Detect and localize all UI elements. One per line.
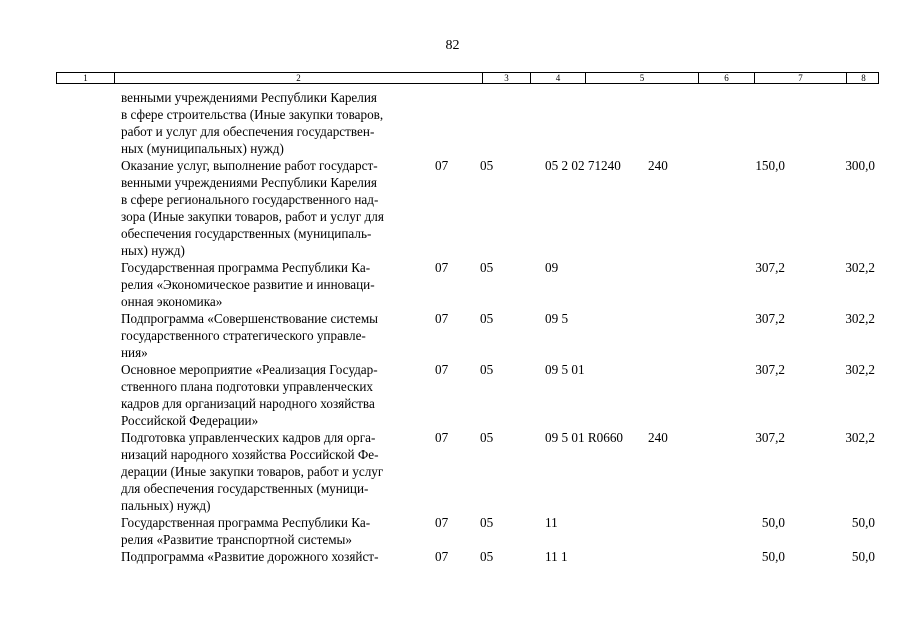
description-line: релия «Развитие транспортной системы» — [121, 532, 352, 547]
cell-c6: 240 — [648, 430, 668, 445]
cell-c4: 05 — [480, 430, 494, 445]
cell-c8: 302,2 — [845, 430, 875, 445]
header-col-4: 4 — [531, 73, 586, 83]
cell-c4: 05 — [480, 362, 494, 377]
table-row — [0, 548, 905, 565]
description-line: Оказание услуг, выполнение работ государст- — [121, 158, 378, 173]
description-line: Российской Федерации» — [121, 413, 259, 428]
description-line: Подготовка управленческих кадров для орга- — [121, 430, 376, 445]
description-line: пальных) нужд) — [121, 498, 211, 513]
header-col-2: 2 — [115, 73, 483, 83]
description-line: ных) нужд) — [121, 243, 185, 258]
cell-c5: 09 5 01 — [545, 362, 585, 377]
cell-c5: 09 5 — [545, 311, 569, 326]
table-row — [0, 361, 905, 429]
description-line: Основное мероприятие «Реализация Государ- — [121, 362, 378, 377]
header-col-1: 1 — [57, 73, 115, 83]
description-line: ственного плана подготовки управленческих — [121, 379, 374, 394]
table-row — [0, 514, 905, 548]
description-line: онная экономика» — [121, 294, 223, 309]
description-line: Подпрограмма «Развитие дорожного хозяйст- — [121, 549, 379, 564]
row-description — [121, 429, 426, 514]
cell-c3: 07 — [435, 158, 449, 173]
row-description — [121, 89, 426, 157]
cell-c5: 09 — [545, 260, 559, 275]
description-line: в сфере строительства (Иные закупки товаров, — [121, 107, 384, 122]
description-line: государственного стратегического управле- — [121, 328, 366, 343]
header-col-7: 7 — [755, 73, 847, 83]
cell-c7: 307,2 — [755, 362, 785, 377]
header-col-5: 5 — [586, 73, 699, 83]
table-row — [0, 429, 905, 514]
description-line: обеспечения государственных (муниципаль- — [121, 226, 372, 241]
cell-c7: 307,2 — [755, 260, 785, 275]
cell-c7: 50,0 — [761, 515, 785, 530]
cell-c8: 50,0 — [851, 515, 875, 530]
cell-c8: 300,0 — [845, 158, 875, 173]
header-col-3: 3 — [483, 73, 531, 83]
header-col-8: 8 — [861, 73, 866, 83]
cell-c3: 07 — [435, 515, 449, 530]
cell-c4: 05 — [480, 260, 494, 275]
description-line: венными учреждениями Республики Карелия — [121, 90, 377, 105]
cell-c3: 07 — [435, 549, 449, 564]
row-description — [121, 157, 426, 259]
cell-c8: 302,2 — [845, 260, 875, 275]
description-line: кадров для организаций народного хозяйства — [121, 396, 375, 411]
cell-c8: 50,0 — [851, 549, 875, 564]
cell-c7: 307,2 — [755, 311, 785, 326]
cell-c3: 07 — [435, 362, 449, 377]
table-row — [0, 310, 905, 361]
cell-c5: 11 1 — [545, 549, 568, 564]
description-line: Государственная программа Республики Ка- — [121, 260, 371, 275]
description-line: ных (муниципальных) нужд) — [121, 141, 284, 156]
cell-c3: 07 — [435, 260, 449, 275]
row-description — [121, 310, 426, 361]
description-line: в сфере регионального государственного над- — [121, 192, 379, 207]
cell-c4: 05 — [480, 311, 494, 326]
page-number: 82 — [445, 38, 460, 53]
table-row — [0, 89, 905, 157]
cell-c3: 07 — [435, 311, 449, 326]
cell-c6: 240 — [648, 158, 668, 173]
cell-c7: 150,0 — [755, 158, 785, 173]
header-col-6: 6 — [699, 73, 755, 83]
cell-c4: 05 — [480, 549, 494, 564]
description-line: Государственная программа Республики Ка- — [121, 515, 371, 530]
cell-c5: 09 5 01 R0660 — [545, 430, 624, 445]
description-line: дерации (Иные закупки товаров, работ и услуг — [121, 464, 384, 479]
row-description — [121, 259, 426, 310]
cell-c8: 302,2 — [845, 311, 875, 326]
description-line: ния» — [121, 345, 148, 360]
cell-c3: 07 — [435, 430, 449, 445]
description-line: зора (Иные закупки товаров, работ и услуг для — [121, 209, 384, 224]
cell-c5: 11 — [545, 515, 558, 530]
cell-c8: 302,2 — [845, 362, 875, 377]
cell-c5: 05 2 02 71240 — [545, 158, 621, 173]
description-line: для обеспечения государственных (муници- — [121, 481, 369, 496]
table-header — [56, 72, 879, 84]
table-row — [0, 157, 905, 259]
row-description — [121, 514, 426, 548]
table-body — [0, 89, 905, 565]
description-line: венными учреждениями Республики Карелия — [121, 175, 377, 190]
row-description — [121, 361, 426, 429]
table-row — [0, 259, 905, 310]
cell-c4: 05 — [480, 158, 494, 173]
cell-c7: 307,2 — [755, 430, 785, 445]
description-line: Подпрограмма «Совершенствование системы — [121, 311, 379, 326]
cell-c7: 50,0 — [761, 549, 785, 564]
description-line: низаций народного хозяйства Российской Фе- — [121, 447, 379, 462]
cell-c4: 05 — [480, 515, 494, 530]
description-line: релия «Экономическое развитие и инноваци- — [121, 277, 375, 292]
description-line: работ и услуг для обеспечения государствен- — [121, 124, 375, 139]
row-description — [121, 548, 426, 565]
